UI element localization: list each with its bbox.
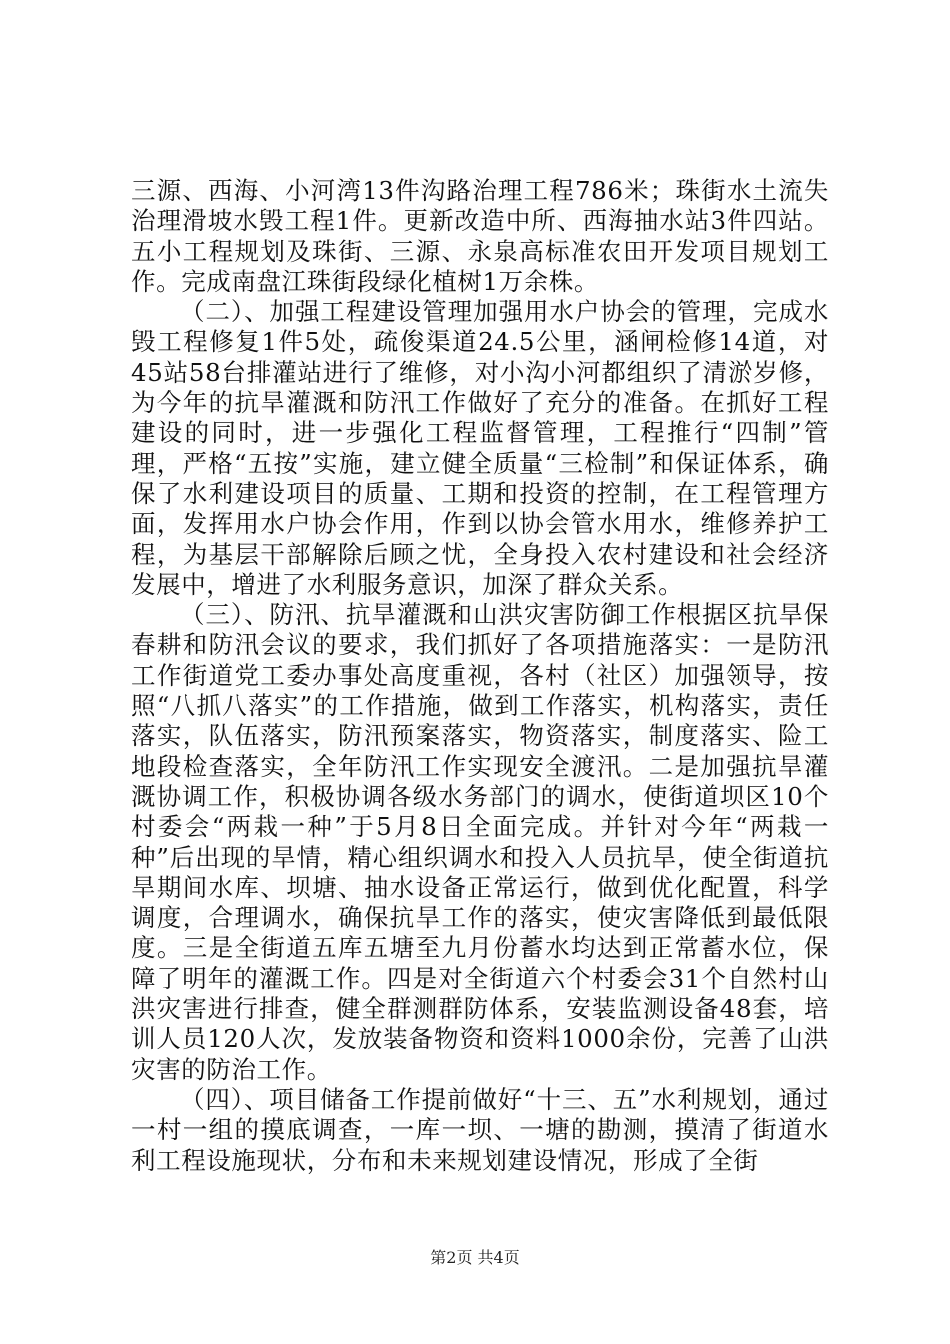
paragraph-4: （四）、项目储备工作提前做好“十三、五”水利规划，通过一村一组的摸底调查，一库一坝、一塘的勘测，摸清了街道水利工程设施现状，分布和未来规划建设情况，形成了全街 (131, 1084, 829, 1175)
paragraph-1: 三源、西海、小河湾13件沟路治理工程786米；珠街水土流失治理滑坡水毁工程1件。更新改造中所、西海抽水站3件四站。五小工程规划及珠街、三源、永泉高标准农田开发项目规划工作。完成南盘江珠街段绿化植树1万余株。 (131, 176, 829, 296)
paragraph-2: （二）、加强工程建设管理加强用水户协会的管理，完成水毁工程修复1件5处，疏俊渠道24.5公里，涵闸检修14道，对45站58台排灌站进行了维修，对小沟小河都组织了清淤岁修，为今年的抗旱灌溉和防汛工作做好了充分的准备。在抓好工程建设的同时，进一步强化工程监督管理，工程推行“四制”管理，严格“五按”实施，建立健全质量“三检制”和保证体系，确保了水利建设项目的质量、工期和投资的控制，在工程管理方面，发挥用水户协会作用，作到以协会管水用水，维修养护工程，为基层干部解除后顾之忧，全身投入农村建设和社会经济发展中，增进了水利服务意识，加深了群众关系。 (131, 297, 829, 599)
paragraph-3: （三）、防汛、抗旱灌溉和山洪灾害防御工作根据区抗旱保春耕和防汛会议的要求，我们抓好了各项措施落实：一是防汛工作街道党工委办事处高度重视，各村（社区）加强领导，按照“八抓八落实”的工作措施，做到工作落实，机构落实，责任落实，队伍落实，防汛预案落实，物资落实，制度落实、险工地段检查落实，全年防汛工作实现安全渡汛。二是加强抗旱灌溉协调工作，积极协调各级水务部门的调水，使街道坝区10个村委会“两栽一种”于5月8日全面完成。并针对今年“两栽一种”后出现的旱情，精心组织调水和投入人员抗旱，使全街道抗旱期间水库、坝塘、抽水设备正常运行，做到优化配置，科学调度，合理调水，确保抗旱工作的落实，使灾害降低到最低限度。三是全街道五库五塘至九月份蓄水均达到正常蓄水位，保障了明年的灌溉工作。四是对全街道六个村委会31个自然村山洪灾害进行排查，健全群测群防体系，安装监测设备48套，培训人员120人次，发放装备物资和资料1000余份，完善了山洪灾害的防治工作。 (131, 600, 829, 1084)
page-footer (0, 1248, 950, 1268)
document-body (131, 176, 829, 1176)
page-number: 第2页 共4页 (430, 1248, 520, 1267)
